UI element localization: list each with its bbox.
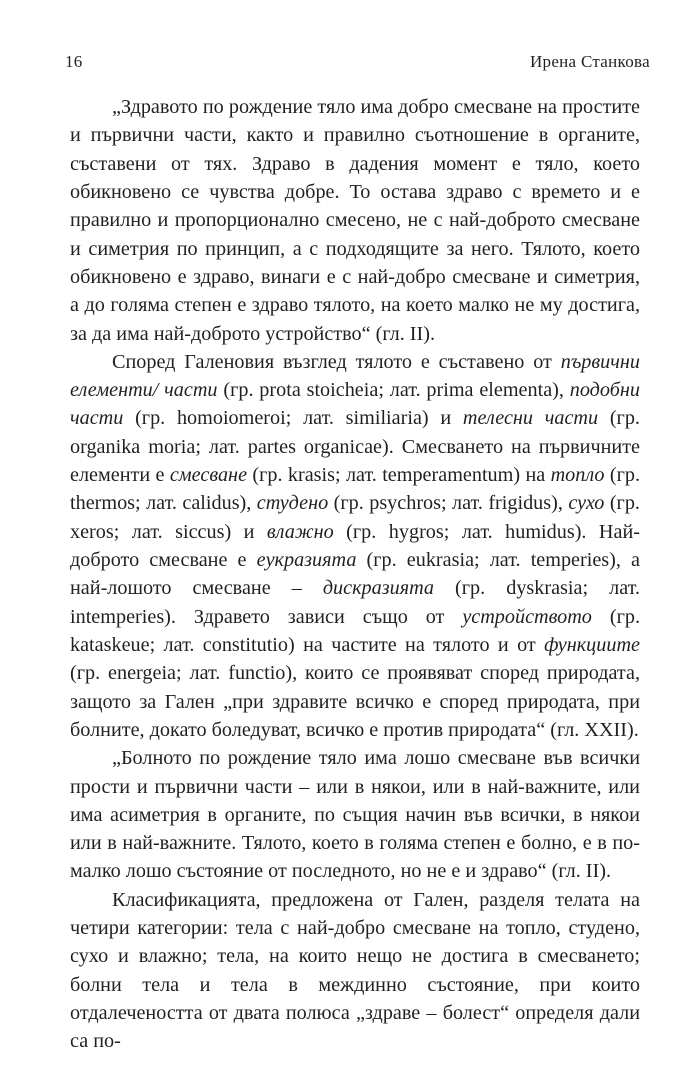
text-run: (гр. homoiomeroi; лат. similiaria) и <box>123 407 463 430</box>
text-run: (гр. thermos; лат. calidus), <box>70 464 640 515</box>
text-run: (гр. kataskeue; лат. constitutio) на частите на тялото и от <box>70 605 640 656</box>
italic-term: еукразията <box>256 549 357 571</box>
text-run: Според Галеновия възглед тялото е съставено от <box>112 350 561 373</box>
text-run: (гр. psychros; лат. frigidus), <box>328 492 569 515</box>
text-run: (гр. hygros; лат. humidus). Най-доброто смесване е <box>70 520 640 571</box>
italic-term: влажно <box>266 520 334 543</box>
italic-term: смесване <box>169 464 248 487</box>
text-run: „Болното по рождение тяло има лошо смесване във всички прости и първични части – или в някои, или в най-важните, или има асиметрия в органите, по същия начин във всички, в някои или в най-важните. Тялото, което в голяма степен е болно, е в по-малко лошо състояние от последното, но не е и здраво“ (гл. II). <box>70 747 640 883</box>
page-header <box>65 52 650 76</box>
italic-term: топло <box>550 464 605 487</box>
italic-term: телесни части <box>462 407 599 430</box>
italic-term: дискразията <box>322 577 435 600</box>
italic-term: студено <box>256 492 329 515</box>
text-run: (гр. organika moria; лат. partes organicae). Смесването на първичните елементи е <box>70 407 640 487</box>
italic-term: подобни части <box>70 379 640 430</box>
body-text <box>70 93 640 1056</box>
paragraph <box>70 93 640 348</box>
text-run: (гр. xeros; лат. siccus) и <box>70 492 640 543</box>
paragraph <box>70 886 640 1056</box>
text-run: (гр. prota stoicheia; лат. prima elementa), <box>217 379 570 402</box>
text-run: (гр. dyskrasia; лат. intemperies). Здравето зависи също от <box>70 577 640 628</box>
text-run: „Здравото по рождение тяло има добро смесване на простите и първични части, както и правилно съотношение в органите, съставени от тях. Здраво в дадения момент е тяло, което обикновено се чувства добре. То остава здраво с времето и е правилно и пропорционално смесено, не с най-доброто смесване и симетрия по принцип, а с подходящите за него. Тялото, което обикновено е здраво, винаги е с най-добро смесване и симетрия, а до голяма степен е здраво тялото, на което малко не му достига, за да има най-доброто устройство“ (гл. II). <box>70 96 640 345</box>
paragraph <box>70 348 640 744</box>
italic-term: първични елементи/ части <box>70 350 640 402</box>
italic-term: функциите <box>544 633 640 656</box>
italic-term: сухо <box>568 492 605 515</box>
page-number: 16 <box>65 52 83 71</box>
paragraph <box>70 744 640 886</box>
text-run: (гр. eukrasia; лат. temperies), а най-лошото смесване – <box>70 549 640 600</box>
running-head-author: Ирена Станкова <box>529 52 650 71</box>
text-run: (гр. krasis; лат. temperamentum) на <box>247 464 551 487</box>
text-run: Класификацията, предложена от Гален, разделя телата на четири категории: тела с най-добро смесване на топло, студено, сухо и влажно; тела, на които нещо не достига в смесването; болни тела и тела в междинно състояние, при които отдалечеността от двата полюса „здраве – болест“ определя дали са по- <box>70 888 640 1053</box>
text-run: (гр. energeia; лат. functio), които се проявяват според природата, защото за Гален „при здравите всичко е според природата, при болните, докато боледуват, всичко е против природата“ (гл. XXII). <box>70 662 640 741</box>
italic-term: устройството <box>462 605 592 628</box>
